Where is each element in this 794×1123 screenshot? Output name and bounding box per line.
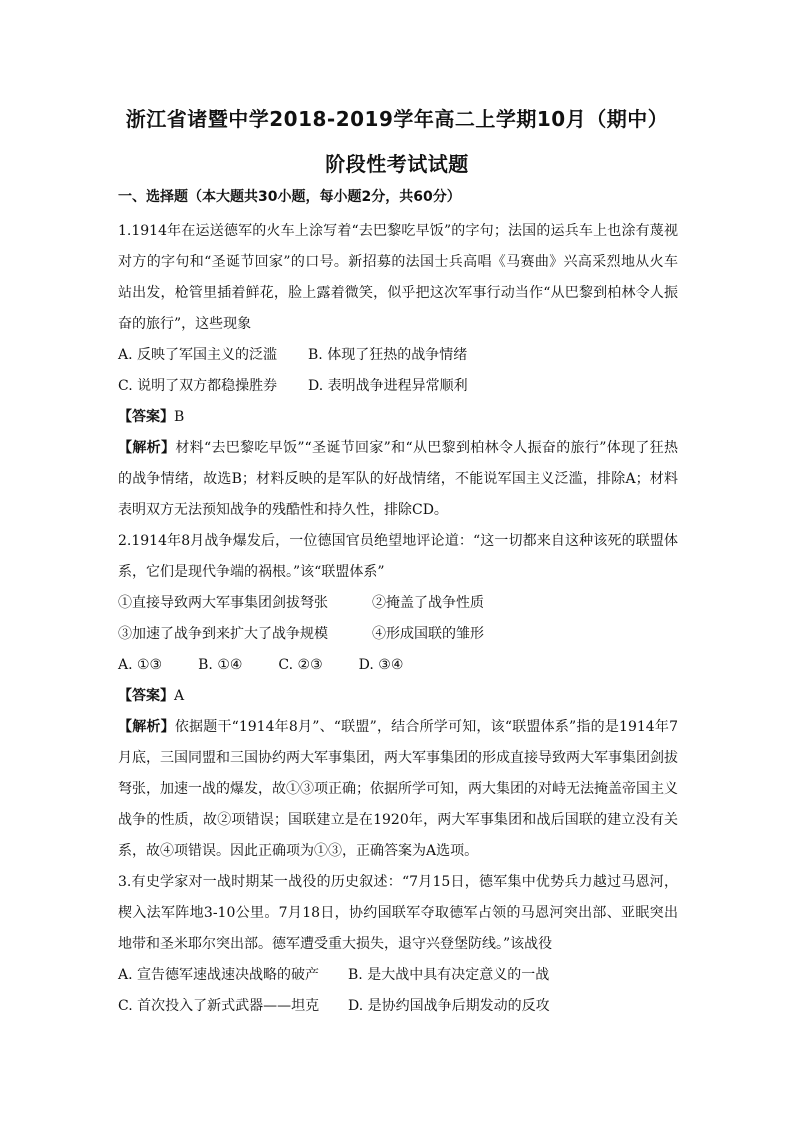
question-1-options-row-2 xyxy=(118,371,678,402)
question-1-option-a: A. 反映了军国主义的泛滥 xyxy=(118,347,278,363)
question-3-option-b: B. 是大战中具有决定意义的一战 xyxy=(348,967,550,983)
analysis-label: 【解析】 xyxy=(118,440,176,456)
question-2-option-d: D. ③④ xyxy=(358,657,404,673)
document-title: 浙江省诸暨中学2018-2019学年高二上学期10月（期中） xyxy=(125,107,669,131)
question-3-option-c: C. 首次投入了新式武器——坦克 xyxy=(118,998,320,1014)
question-2-option-a: A. ①③ xyxy=(118,657,163,673)
question-2-options xyxy=(118,650,678,681)
section-heading: 一、选择题（本大题共30小题，每小题2分，共60分） xyxy=(118,189,461,205)
question-2-stem: 2.1914年8月战争爆发后，一位德国官员绝望地评论道：“这一切都来自这种该死的联盟体系，它们是现代争端的祸根。”该“联盟体系” xyxy=(118,533,678,580)
question-3-option-d: D. 是协约国战争后期发动的反攻 xyxy=(348,998,550,1014)
question-list xyxy=(118,216,678,1022)
question-1-options-row-1 xyxy=(118,340,678,371)
question-2-statement-4: ④形成国联的雏形 xyxy=(372,626,484,642)
question-1-stem: 1.1914年在运送德军的火车上涂写着“去巴黎吃早饭”的字句；法国的运兵车上也涂有蔑视对方的字句和“圣诞节回家”的口号。新招募的法国士兵高唱《马赛曲》兴高采烈地从火车站出发，枪管里插着鲜花，脸上露着微笑，似乎把这次军事行动当作“从巴黎到柏林令人振奋的旅行”，这些现象 xyxy=(118,223,678,332)
answer-label: 【答案】 xyxy=(118,409,174,425)
question-1-option-b: B. 体现了狂热的战争情绪 xyxy=(308,347,468,363)
question-2-answer xyxy=(118,681,678,712)
question-2-statement-2: ②掩盖了战争性质 xyxy=(372,595,484,611)
question-2-statements-row-1 xyxy=(118,588,678,619)
question-2-statement-1: ①直接导致两大军事集团剑拔弩张 xyxy=(118,595,328,611)
document-subtitle: 阶段性考试试题 xyxy=(325,152,469,176)
question-1-option-d: D. 表明战争进程异常顺利 xyxy=(308,378,468,394)
question-1-analysis xyxy=(118,433,678,526)
question-2-option-c: C. ②③ xyxy=(278,657,323,673)
answer-value: A xyxy=(174,688,185,704)
question-2-statement-3: ③加速了战争到来扩大了战争规模 xyxy=(118,626,328,642)
question-2-analysis xyxy=(118,712,678,867)
question-3-stem: 3.有史学家对一战时期某一战役的历史叙述：“7月15日，德军集中优势兵力越过马恩河，楔入法军阵地3-10公里。7月18日，协约国联军夺取德军占领的马恩河突出部、亚眠突出地带和圣米耶尔突出部。德军遭受重大损失，退守兴登堡防线。”该战役 xyxy=(118,874,678,952)
question-1-option-c: C. 说明了双方都稳操胜券 xyxy=(118,378,278,394)
answer-value: B xyxy=(174,409,185,425)
question-2-statements-row-2 xyxy=(118,619,678,650)
question-3-option-a: A. 宣告德军速战速决战略的破产 xyxy=(118,967,320,983)
analysis-text: 依据题干“1914年8月”、“联盟”，结合所学可知，该“联盟体系”指的是1914年7月底，三国同盟和三国协约两大军事集团，两大军事集团的形成直接导致两大军事集团剑拔弩张，加速一战的爆发，故①③项正确；依据所学可知，两大集团的对峙无法掩盖帝国主义战争的性质，故②项错误；国联建立是在1920年，两大军事集团和战后国联的建立没有关系，故④项错误。因此正确项为①③，正确答案为A选项。 xyxy=(118,719,679,859)
answer-label: 【答案】 xyxy=(118,688,174,704)
question-3-options-row-2 xyxy=(118,991,678,1022)
question-1-answer xyxy=(118,402,678,433)
analysis-text: 材料“去巴黎吃早饭”“圣诞节回家”和“从巴黎到柏林令人振奋的旅行”体现了狂热的战争情绪，故选B；材料反映的是军队的好战情绪，不能说军国主义泛滥，排除A；材料表明双方无法预知战争的残酷性和持久性，排除CD。 xyxy=(118,440,678,518)
question-3-options-row-1 xyxy=(118,960,678,991)
question-2-option-b: B. ①④ xyxy=(198,657,243,673)
analysis-label: 【解析】 xyxy=(118,719,175,735)
